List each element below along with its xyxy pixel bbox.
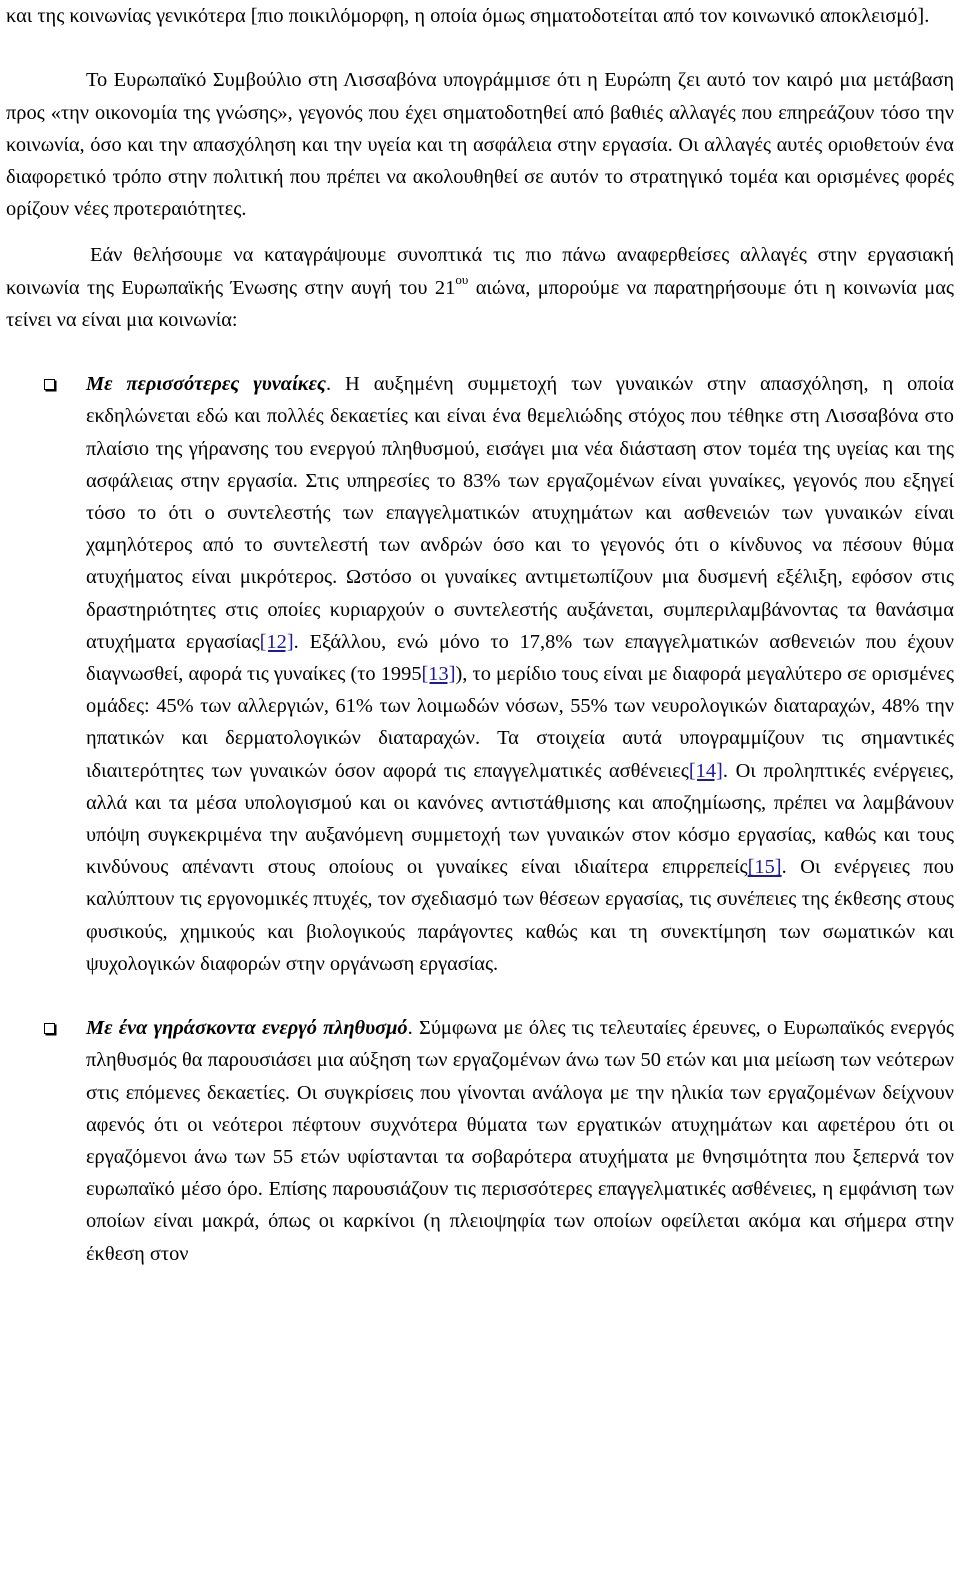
intro-tail-paragraph: και της κοινωνίας γενικότερα [πιο ποικιλόμορφη, η οποία όμως σηματοδοτείται από τον κοινωνικό αποκλεισμό]. (6, 5, 930, 27)
summary-text-end: αιώνα, μπορούμε να παρατηρήσουμε ότι η κοινωνία μας τείνει να είναι μια κοινωνία: (6, 276, 954, 331)
summary-paragraph (6, 239, 954, 336)
century-superscript: ου (455, 271, 469, 287)
bullet-women (6, 368, 954, 980)
paragraph-gap (6, 980, 954, 1012)
bullet-aging-paragraph (86, 1012, 954, 1270)
bullet-women-paragraph (86, 368, 954, 980)
bullet-women-text-4: . Οι προληπτικές ενέργειες, αλλά και τα μέσα υπολογισμού και οι κανόνες αντιστάθμισης και αποζημίωσης, πρέπει να λαμβάνουν υπόψη συγκεκριμένα την αυξανόμενη συμμετοχή των γυναικών στον κόσμο εργασίας, καθώς και τους κινδύνους απέναντι στους οποίους οι γυναίκες είναι ιδιαίτερα επιρρεπείς (86, 759, 954, 879)
bullet-aging-text: . Σύμφωνα με όλες τις τελευταίες έρευνες, ο Ευρωπαϊκός ενεργός πληθυσμός θα παρουσιάσει μια αύξηση των εργαζομένων άνω των 50 ετών και μια μείωση των νεότερων στις επόμενες δεκαετίες. Οι συγκρίσεις που γίνονται ανάλογα με την ηλικία των εργαζομένων δείχνουν αφενός ότι οι νεότεροι πέφτουν συχνότερα θύματα των εργατικών ατυχημάτων και αφετέρου ότι οι εργαζόμενοι άνω των 55 ετών υφίστανται τα σοβαρότερα ατυχήματα με θνησιμότητα που ξεπερνά τον ευρωπαϊκό μέσο όρο. Επίσης παρουσιάζουν τις περισσότερες επαγγελματικές ασθένειες, η εμφάνιση των οποίων είναι μακρά, όπως οι καρκίνοι (η πλειοψηφία των οποίων οφείλεται ακόμα και σήμερα στην έκθεση στον (86, 1017, 954, 1265)
bullet-women-text-5: . Οι ενέργειες που καλύπτουν τις εργονομικές πτυχές, τον σχεδιασμό των θέσεων εργασίας, τις συνέπειες της έκθεσης στους φυσικούς, χημικούς και βιολογικούς παράγοντες καθώς και τη συνεκτίμηση των σωματικών και ψυχολογικών διαφορών στην οργάνωση εργασίας. (86, 856, 955, 975)
footnote-ref-13[interactable]: [13] (421, 663, 456, 686)
checkbox-bullet-icon (44, 1023, 55, 1034)
bullet-women-text-2: . Εξάλλου, ενώ μόνο το 17,8% των επαγγελματικών ασθενειών που έχουν διαγνωσθεί, αφορά τις γυναίκες (το 1995 (86, 630, 955, 686)
summary-text: Εάν θελήσουμε να καταγράψουμε συνοπτικά τις πιο πάνω αναφερθείσες αλλαγές στην εργασιακή κοινωνία της Ευρωπαϊκής Ένωσης στην αυγή του 21 (6, 244, 954, 299)
bullet-aging (6, 1012, 954, 1270)
paragraph-gap (6, 336, 954, 368)
paragraph-gap (6, 32, 954, 64)
footnote-ref-15[interactable]: [15] (747, 856, 782, 879)
footnote-ref-12[interactable]: [12] (259, 630, 294, 653)
lisbon-paragraph: Το Ευρωπαϊκό Συμβούλιο στη Λισσαβόνα υπογράμμισε ότι η Ευρώπη ζει αυτό τον καιρό μια μετάβαση προς «την οικονομία της γνώσης», γεγονός που έχει σηματοδοτηθεί από βαθιές αλλαγές που επηρεάζουν τόσο την κοινωνία, όσο και την απασχόληση και την υγεία και τη ασφάλεια στην εργασία. Οι αλλαγές αυτές οριοθετούν ένα διαφορετικό τρόπο στην πολιτική που πρέπει να ακολουθηθεί σε αυτόν το στρατηγικό τομέα και ορισμένες φορές ορίζουν νέες προτεραιότητες. (6, 69, 954, 221)
paragraph-gap (6, 225, 954, 239)
bullet-women-heading: Με περισσότερες γυναίκες (86, 373, 327, 396)
bullet-aging-heading: Με ένα γηράσκοντα ενεργό πληθυσμό (86, 1017, 408, 1040)
bullet-women-text-3: ), το μερίδιο τους είναι με διαφορά μεγαλύτερο σε ορισμένες ομάδες: 45% των αλλεργιών, 61% των λοιμωδών νόσων, 55% των νευρολογικών διαταραχών, 48% την ηπατικών και δερματολογικών διαταραχών. Τα στοιχεία αυτά υπογραμμίζουν τις σημαντικές ιδιαιτερότητες των γυναικών όσον αφορά τις επαγγελματικές ασθένειες (86, 663, 954, 782)
checkbox-bullet-icon (44, 379, 55, 390)
document-page (6, 0, 954, 1270)
bullet-women-text-1: . Η αυξημένη συμμετοχή των γυναικών στην απασχόληση, η οποία εκδηλώνεται εδώ και πολλές δεκαετίες και είναι ένα θεμελιώδης στόχος που τέθηκε στη Λισσαβόνα στο πλαίσιο της γήρανσης του ενεργού πληθυσμού, εισάγει μια νέα διάσταση στον τομέα της υγείας και της ασφάλειας στην εργασία. Στις υπηρεσίες το 83% των εργαζομένων είναι γυναίκες, γεγονός που εξηγεί τόσο το ότι ο συντελεστής των επαγγελματικών ατυχημάτων και ασθενειών των γυναικών είναι χαμηλότερος από το συντελεστή των ανδρών όσο και το γεγονός ότι ο κίνδυνος να πέσουν θύμα ατυχήματος είναι μικρότερος. Ωστόσο οι γυναίκες αντιμετωπίζουν μια δυσμενή εξέλιξη, εφόσον στις δραστηριότητες στις οποίες κυριαρχούν ο συντελεστής αυξάνεται, συμπεριλαμβάνοντας τα θανάσιμα ατυχήματα εργασίας (86, 373, 954, 653)
footnote-ref-14[interactable]: [14] (688, 759, 723, 782)
